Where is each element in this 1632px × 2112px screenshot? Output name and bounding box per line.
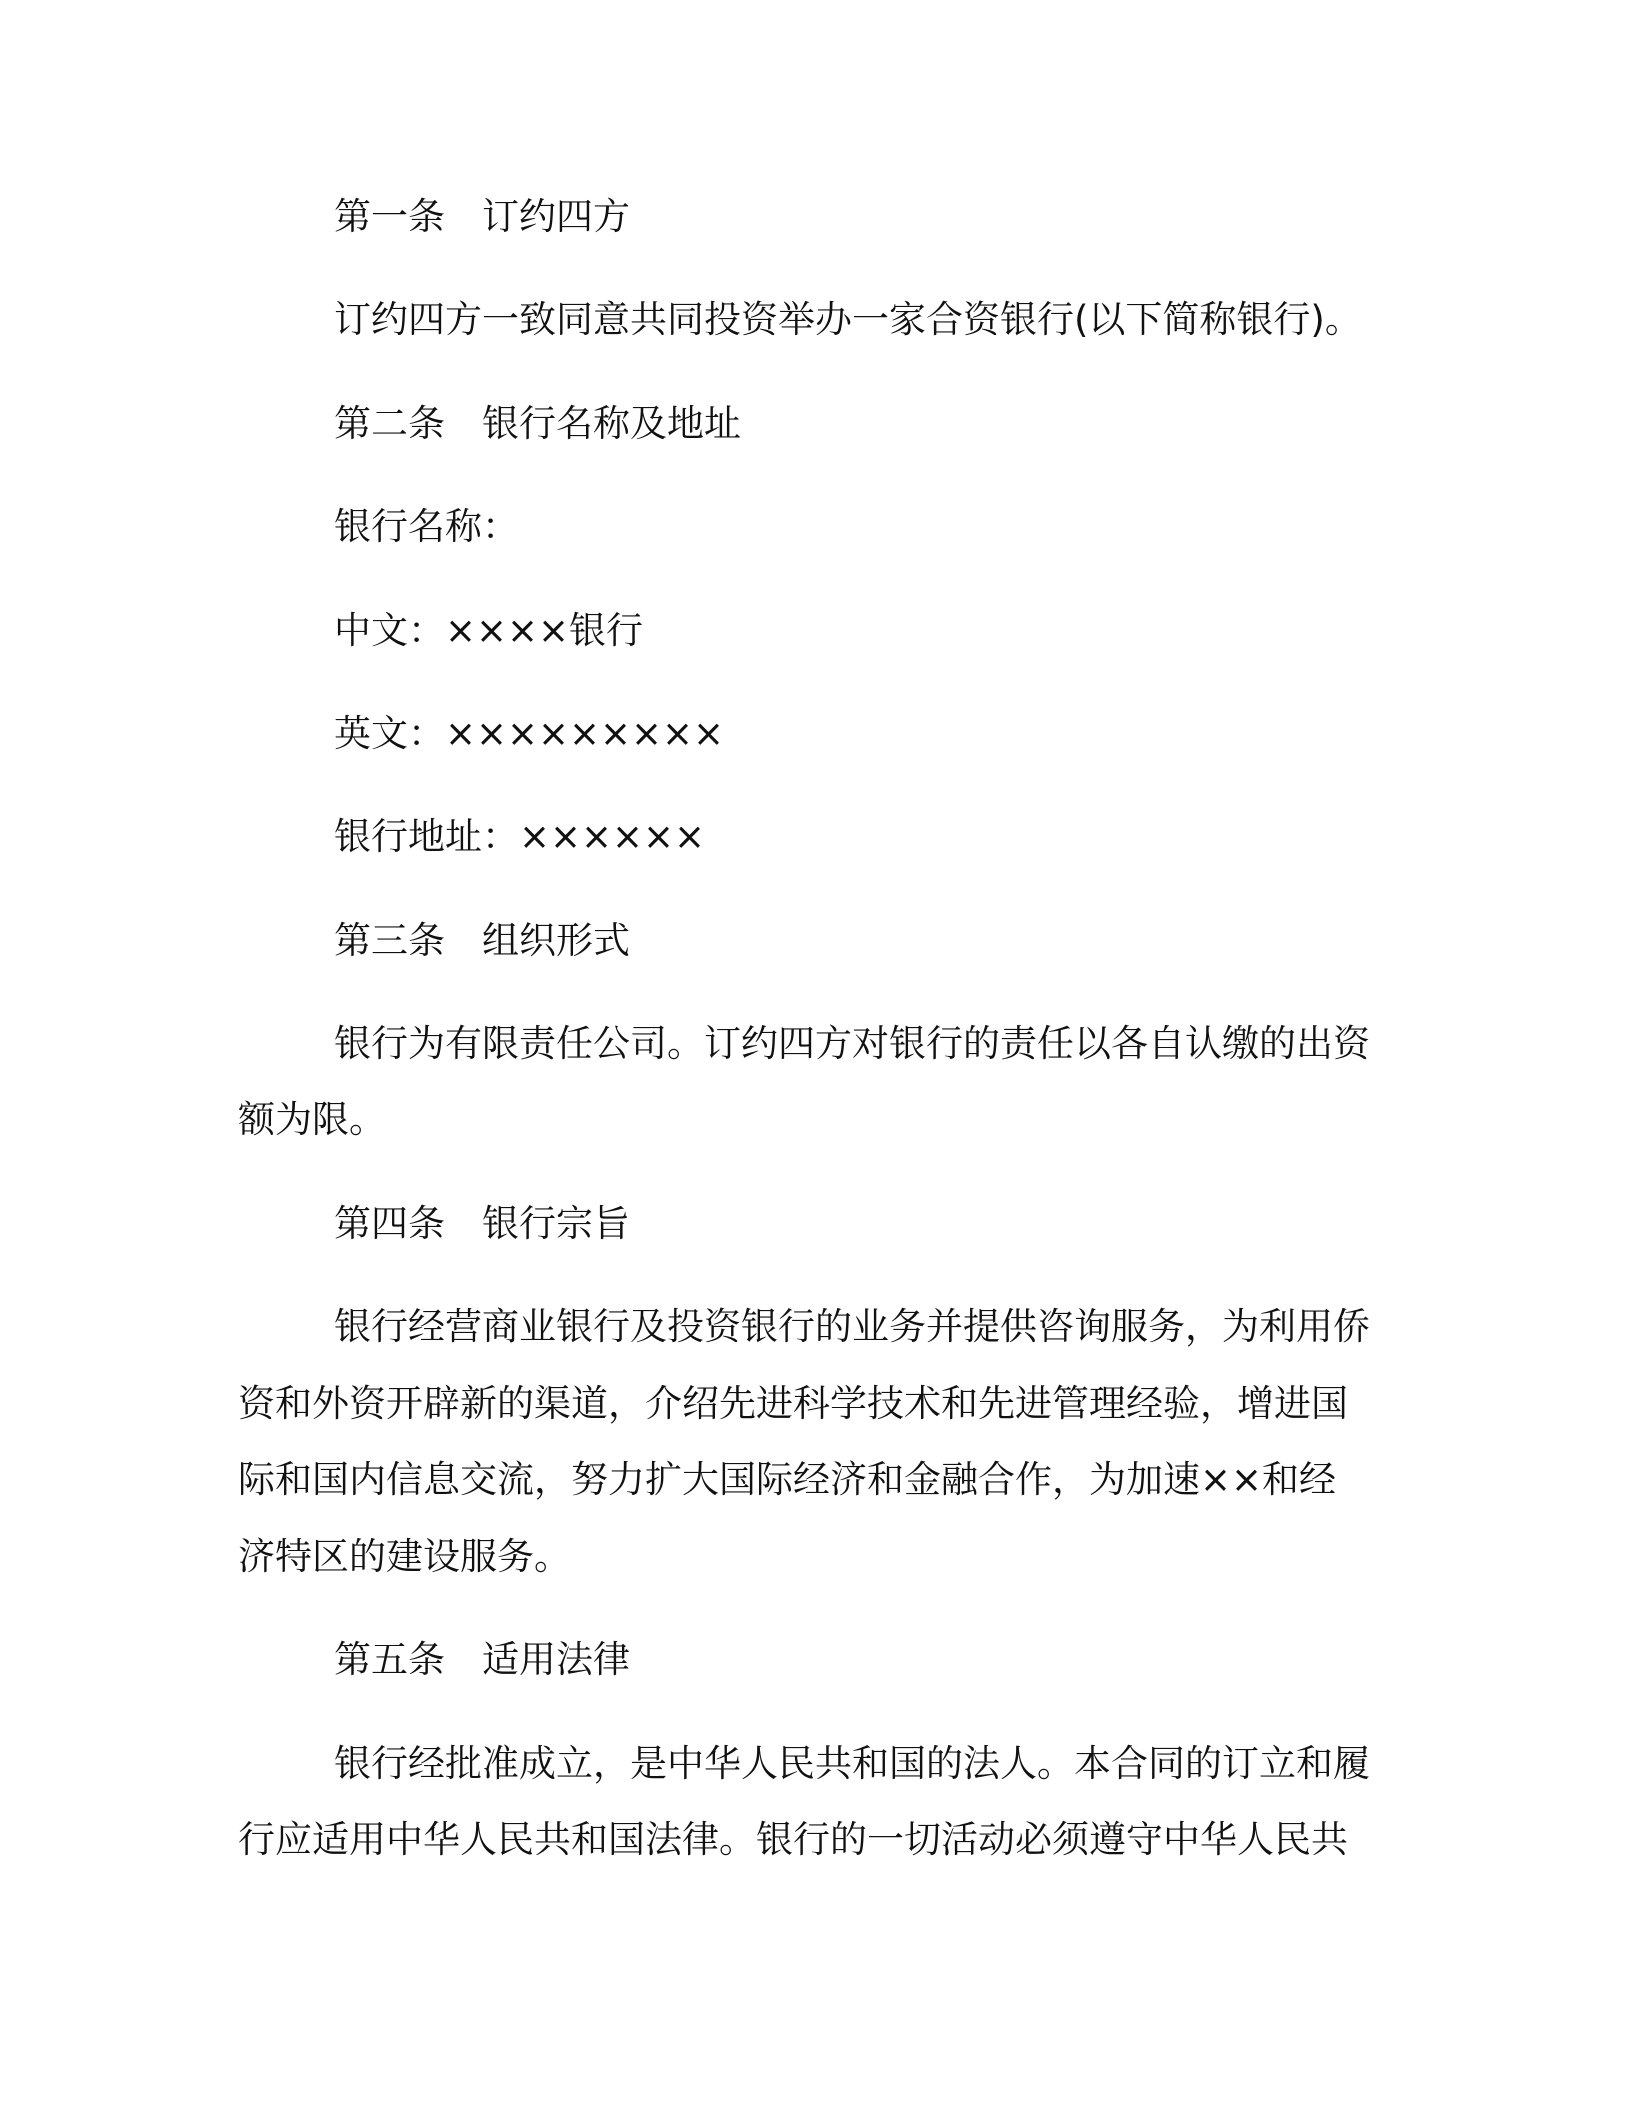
- article-4-heading: 第四条 银行宗旨: [334, 1202, 630, 1245]
- article-4-body-line-3: 际和国内信息交流，努力扩大国际经济和金融合作，为加速××和经: [238, 1458, 1337, 1501]
- bank-name-label: 银行名称：: [334, 505, 519, 548]
- bank-name-chinese: 中文：××××银行: [334, 609, 644, 652]
- article-1-body: 订约四方一致同意共同投资举办一家合资银行(以下简称银行)。: [334, 298, 1362, 341]
- article-1-heading: 第一条 订约四方: [334, 195, 630, 238]
- article-4-body-line-1: 银行经营商业银行及投资银行的业务并提供咨询服务，为利用侨: [334, 1305, 1370, 1348]
- article-4-body-line-2: 资和外资开辟新的渠道，介绍先进科学技术和先进管理经验，增进国: [238, 1382, 1348, 1425]
- article-5-heading: 第五条 适用法律: [334, 1638, 630, 1681]
- article-2-heading: 第二条 银行名称及地址: [334, 402, 741, 445]
- article-5-body-line-1: 银行经批准成立，是中华人民共和国的法人。本合同的订立和履: [334, 1742, 1370, 1785]
- article-3-body-line-1: 银行为有限责任公司。订约四方对银行的责任以各自认缴的出资: [334, 1022, 1370, 1065]
- article-5-body-line-2: 行应适用中华人民共和国法律。银行的一切活动必须遵守中华人民共: [238, 1818, 1348, 1861]
- bank-address: 银行地址：××××××: [334, 815, 706, 858]
- article-3-body-line-2: 额为限。: [238, 1098, 386, 1141]
- article-3-heading: 第三条 组织形式: [334, 919, 630, 962]
- bank-name-english: 英文：×××××××××: [334, 712, 725, 755]
- article-4-body-line-4: 济特区的建设服务。: [238, 1535, 571, 1578]
